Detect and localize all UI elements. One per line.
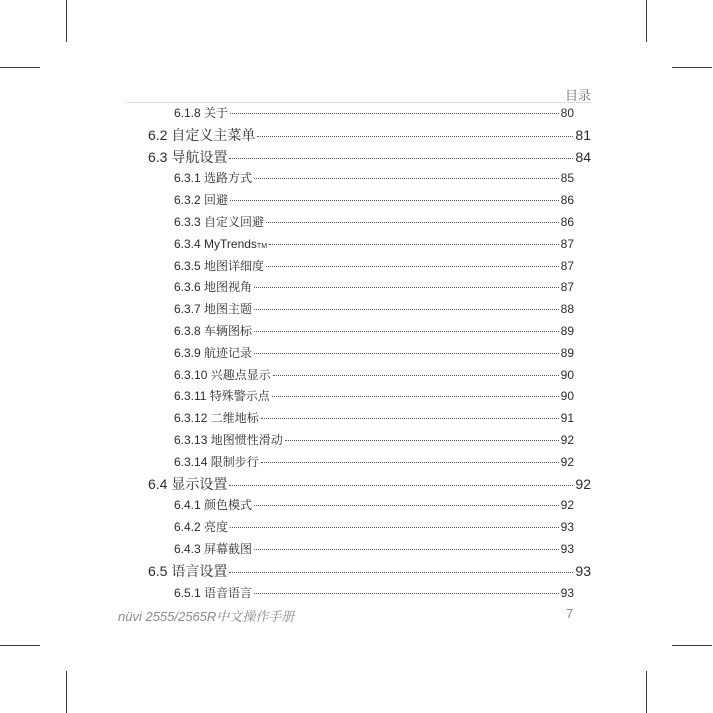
footer-manual-title: nüvi 2555/2565R中文操作手册 bbox=[118, 609, 295, 624]
dot-leader bbox=[273, 375, 559, 376]
toc-entry[interactable] bbox=[174, 321, 574, 341]
toc-entry[interactable] bbox=[148, 125, 591, 145]
dot-leader bbox=[229, 485, 573, 486]
toc-entry-title: 6.3.14 限制步行 bbox=[174, 454, 259, 469]
toc-entry[interactable] bbox=[174, 583, 574, 603]
toc-entry-page: 86 bbox=[560, 193, 574, 208]
toc-entry-page: 89 bbox=[560, 345, 574, 360]
toc-entry[interactable] bbox=[148, 561, 591, 581]
toc-entry-title: 6.3.9 航迹记录 bbox=[174, 345, 253, 360]
dot-leader bbox=[261, 462, 559, 463]
toc-entry-title: 6.4.3 屏幕截图 bbox=[174, 542, 253, 556]
trademark-superscript: TM bbox=[256, 242, 268, 250]
toc-entry-page: 86 bbox=[560, 215, 574, 229]
toc-entry-title: 6.3.4 MyTrends bbox=[174, 236, 257, 251]
toc-entry-page: 91 bbox=[560, 411, 574, 426]
toc-entry-page: 90 bbox=[560, 367, 574, 382]
crop-mark bbox=[66, 0, 67, 42]
toc-entry-title: 6.3.2 回避 bbox=[174, 193, 229, 208]
toc-entry-page: 92 bbox=[575, 475, 591, 492]
toc-entry[interactable] bbox=[174, 256, 574, 276]
toc-entry-title: 6.3.11 特殊警示点 bbox=[174, 389, 270, 404]
toc-entry-page: 93 bbox=[575, 562, 591, 579]
toc-entry-title: 6.5.1 语音语言 bbox=[174, 585, 253, 600]
toc-entry[interactable] bbox=[174, 343, 574, 363]
dot-leader bbox=[230, 113, 559, 114]
toc-entry[interactable] bbox=[174, 212, 574, 232]
toc-entry-title: 6.3.13 地图惯性滑动 bbox=[174, 433, 283, 447]
dot-leader bbox=[254, 178, 559, 179]
toc-entry[interactable] bbox=[174, 495, 574, 515]
crop-mark bbox=[66, 671, 67, 713]
dot-leader bbox=[254, 549, 559, 550]
toc-entry-title: 6.3.5 地图详细度 bbox=[174, 258, 265, 273]
toc-entry-title: 6.5 语言设置 bbox=[148, 562, 228, 579]
toc-entry[interactable] bbox=[148, 474, 591, 494]
dot-leader bbox=[229, 158, 573, 159]
toc-entry[interactable] bbox=[174, 103, 574, 123]
dot-leader bbox=[254, 353, 559, 354]
toc-entry-page: 87 bbox=[560, 236, 574, 251]
dot-leader bbox=[269, 244, 559, 245]
toc-entry-title: 6.3.8 车辆图标 bbox=[174, 324, 253, 338]
toc-entry-title: 6.3.12 二维地标 bbox=[174, 411, 259, 426]
toc-entry-title: 6.2 自定义主菜单 bbox=[148, 126, 256, 143]
toc-entry-page: 87 bbox=[560, 258, 574, 273]
toc-entry[interactable] bbox=[174, 408, 574, 428]
crop-mark bbox=[672, 67, 712, 68]
toc-entry[interactable] bbox=[174, 234, 574, 257]
toc-entry[interactable] bbox=[174, 517, 574, 537]
toc-entry[interactable] bbox=[174, 539, 574, 559]
toc-entry[interactable] bbox=[174, 365, 574, 385]
toc-entry[interactable] bbox=[148, 147, 591, 167]
toc-entry-page: 92 bbox=[560, 454, 574, 469]
toc-entry-title: 6.4.2 亮度 bbox=[174, 520, 229, 535]
dot-leader bbox=[254, 309, 559, 310]
toc-entry-page: 85 bbox=[560, 171, 574, 186]
section-header: 目录 bbox=[564, 88, 591, 103]
toc-entry[interactable] bbox=[174, 299, 574, 319]
toc-entry[interactable] bbox=[174, 190, 574, 210]
toc-entry-page: 81 bbox=[575, 126, 591, 143]
crop-mark bbox=[646, 671, 647, 713]
page-number: 7 bbox=[566, 606, 574, 621]
crop-mark bbox=[0, 67, 40, 68]
toc-entry-title: 6.3 导航设置 bbox=[148, 148, 228, 165]
toc-entry-page: 88 bbox=[560, 302, 574, 317]
crop-mark bbox=[646, 0, 647, 42]
toc-entry-title: 6.3.1 选路方式 bbox=[174, 171, 253, 186]
dot-leader bbox=[230, 527, 559, 528]
dot-leader bbox=[254, 505, 559, 506]
toc-entry[interactable] bbox=[174, 452, 574, 472]
toc-entry-page: 93 bbox=[560, 585, 574, 600]
toc-entry[interactable] bbox=[174, 277, 574, 297]
toc-entry-page: 93 bbox=[560, 542, 574, 556]
dot-leader bbox=[254, 331, 559, 332]
toc-entry-page: 93 bbox=[560, 520, 574, 535]
toc-entry-page: 80 bbox=[560, 106, 574, 120]
toc-entry-page: 89 bbox=[560, 324, 574, 338]
toc-entry[interactable] bbox=[174, 168, 574, 188]
dot-leader bbox=[272, 396, 559, 397]
dot-leader bbox=[254, 593, 559, 594]
toc-entry[interactable] bbox=[174, 386, 574, 406]
toc-entry-page: 84 bbox=[575, 148, 591, 165]
dot-leader bbox=[266, 222, 559, 223]
toc-entry-title: 6.3.3 自定义回避 bbox=[174, 215, 265, 229]
dot-leader bbox=[266, 266, 559, 267]
toc-entry-title: 6.4 显示设置 bbox=[148, 475, 228, 492]
dot-leader bbox=[261, 418, 559, 419]
toc-entry-title: 6.1.8 关于 bbox=[174, 106, 229, 120]
toc-entry-page: 90 bbox=[560, 389, 574, 404]
toc-entry-title: 6.3.6 地图视角 bbox=[174, 280, 253, 295]
dot-leader bbox=[230, 200, 559, 201]
dot-leader bbox=[285, 440, 559, 441]
toc-entry-page: 92 bbox=[560, 498, 574, 513]
dot-leader bbox=[229, 572, 573, 573]
toc-entry-title: 6.4.1 颜色模式 bbox=[174, 498, 253, 513]
dot-leader bbox=[257, 136, 573, 137]
crop-mark bbox=[672, 645, 712, 646]
toc-entry-title: 6.3.7 地图主题 bbox=[174, 302, 253, 317]
toc-entry-title: 6.3.10 兴趣点显示 bbox=[174, 367, 271, 382]
crop-mark bbox=[0, 645, 40, 646]
toc-entry[interactable] bbox=[174, 430, 574, 450]
toc-entry-page: 87 bbox=[560, 280, 574, 295]
dot-leader bbox=[254, 287, 559, 288]
toc-entry-page: 92 bbox=[560, 433, 574, 447]
